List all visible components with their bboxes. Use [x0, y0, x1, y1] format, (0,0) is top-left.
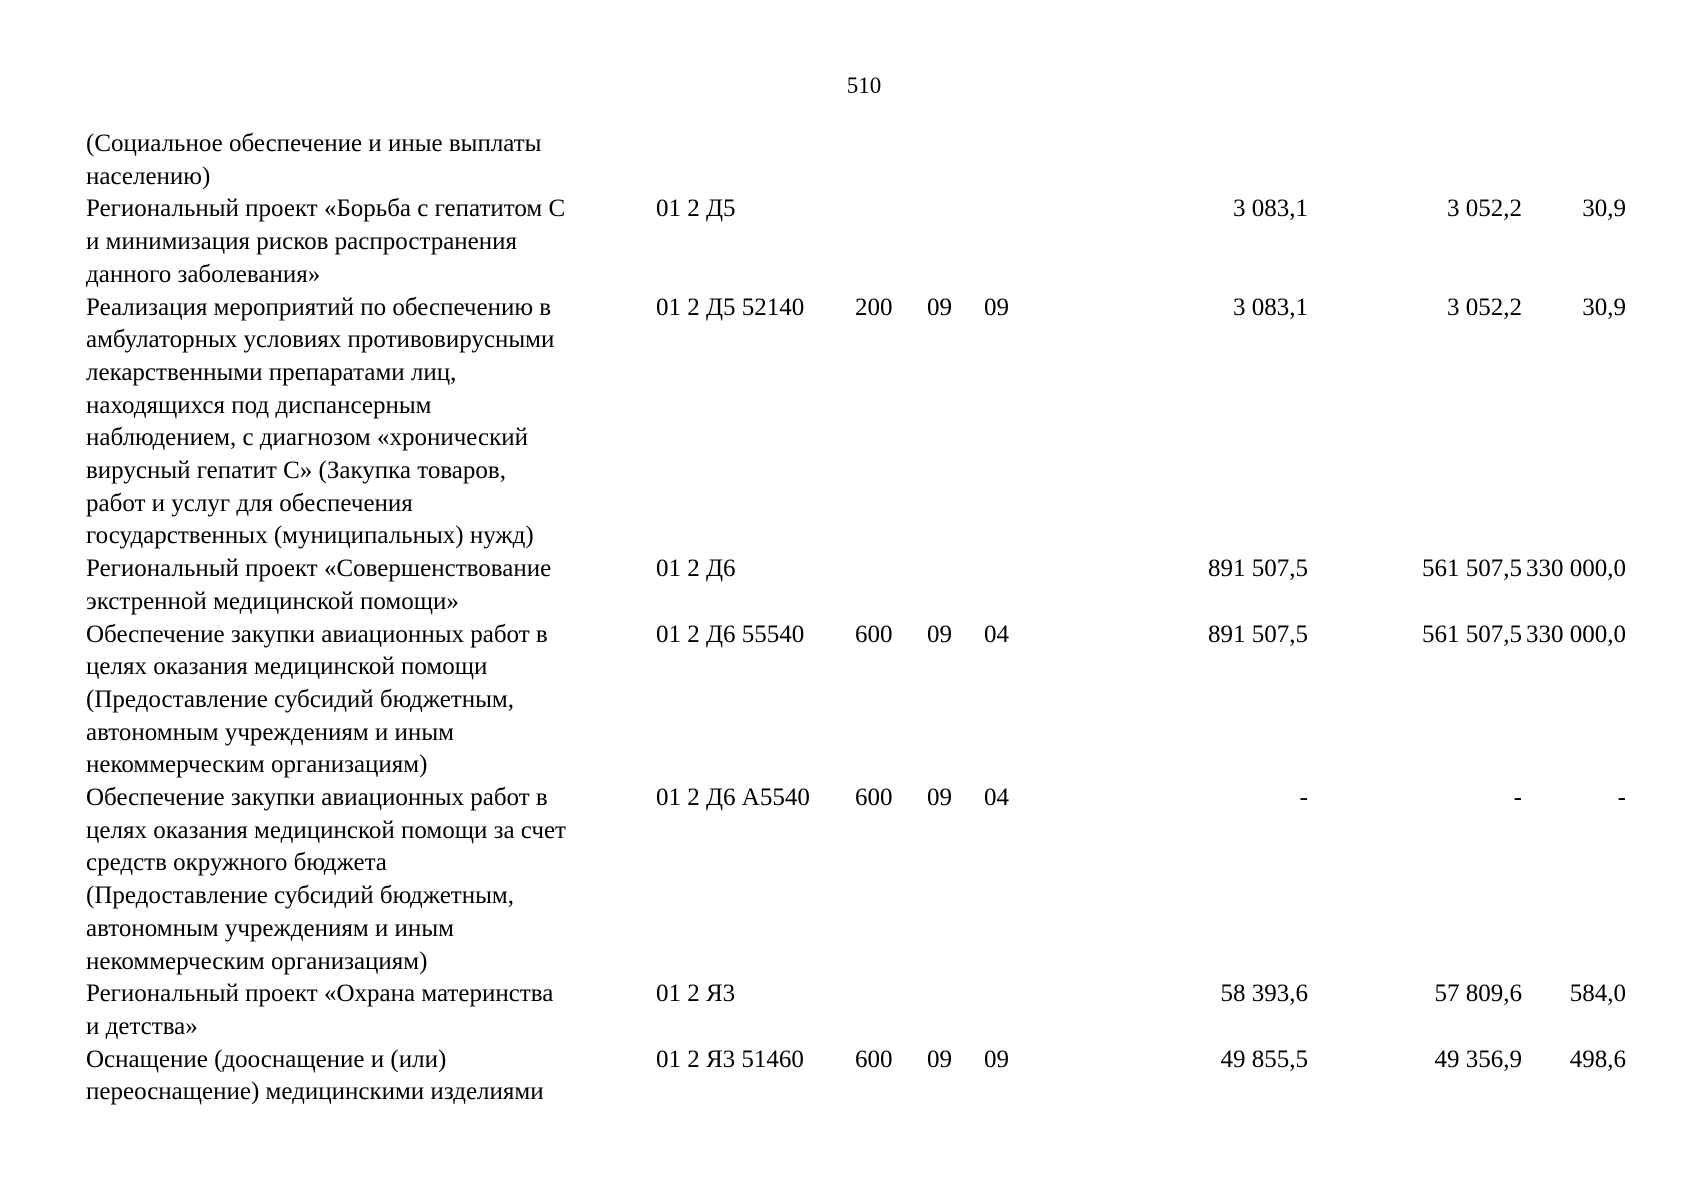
district-amount-cell: 330 000,0: [1526, 620, 1626, 648]
subsection-cell: [984, 978, 1096, 1043]
row-name-line: некоммерческим организациям): [86, 751, 428, 779]
district-amount-cell: 498,6: [1569, 1045, 1626, 1073]
row-name-line: (Предоставление субсидий бюджетным,: [86, 685, 514, 713]
expense-type-cell: [855, 553, 927, 618]
row-name-line: вирусный гепатит С» (Закупка товаров,: [86, 457, 506, 485]
subsection-cell: 09: [984, 1045, 1009, 1073]
expense-type-cell: 600: [855, 784, 893, 812]
federal-amount-cell: -: [1513, 784, 1522, 812]
row-name-line: данного заболевания»: [86, 260, 321, 288]
row-name-line: Региональный проект «Охрана материнства: [86, 980, 554, 1008]
table-row: [86, 193, 1626, 291]
section-cell: 09: [927, 784, 952, 812]
row-name-line: целях оказания медицинской помощи за счет: [86, 816, 566, 844]
row-name-line: автономным учреждениям и иным: [86, 718, 454, 746]
page-number: 510: [846, 73, 882, 98]
section-cell: [927, 193, 984, 291]
subsection-cell: [984, 553, 1096, 618]
table-row: [86, 553, 1626, 618]
target-article-code-cell: [656, 128, 855, 193]
federal-amount-cell: 3 052,2: [1447, 293, 1522, 321]
section-cell: [927, 978, 984, 1043]
row-name-line: Региональный проект «Совершенствование: [86, 555, 552, 583]
district-amount-cell: 330 000,0: [1526, 555, 1626, 583]
section-cell: 09: [927, 620, 952, 648]
row-name-cell: [86, 782, 656, 978]
table-row: [86, 292, 1626, 554]
subsection-cell: [984, 193, 1096, 291]
section-cell: [927, 128, 984, 193]
target-article-code-cell: 01 2 Я3 51460: [656, 1045, 804, 1073]
budget-table-body: [86, 128, 1626, 1109]
federal-amount-cell: 57 809,6: [1434, 980, 1522, 1008]
total-amount-cell: -: [1299, 784, 1308, 812]
federal-amount-cell: 561 507,5: [1422, 620, 1522, 648]
row-name-line: населению): [86, 162, 211, 190]
row-name-line: целях оказания медицинской помощи: [86, 653, 488, 681]
expense-type-cell: [855, 193, 927, 291]
table-row: [86, 1044, 1626, 1109]
total-amount-cell: 891 507,5: [1208, 620, 1308, 648]
subsection-cell: 04: [984, 784, 1009, 812]
row-name-line: Оснащение (дооснащение и (или): [86, 1045, 447, 1073]
row-name-line: работ и услуг для обеспечения: [86, 489, 413, 517]
row-name-line: (Социальное обеспечение и иные выплаты: [86, 130, 542, 157]
row-name-cell: [86, 193, 656, 291]
district-amount-cell: 30,9: [1582, 293, 1626, 321]
district-amount-cell: -: [1617, 784, 1626, 812]
section-cell: 09: [927, 293, 952, 321]
row-name-line: (Предоставление субсидий бюджетным,: [86, 882, 514, 910]
row-name-line: находящихся под диспансерным: [86, 391, 432, 419]
total-amount-cell: 3 083,1: [1233, 195, 1308, 223]
district-amount-cell: 584,0: [1569, 980, 1626, 1008]
row-name-line: амбулаторных условиях противовирусными: [86, 326, 555, 354]
target-article-code-cell: 01 2 Д6 55540: [656, 620, 805, 648]
row-name-line: средств окружного бюджета: [86, 849, 387, 877]
row-name-line: переоснащение) медицинскими изделиями: [86, 1078, 544, 1106]
row-name-line: Региональный проект «Борьба с гепатитом С: [86, 195, 566, 223]
expense-type-cell: 600: [855, 1045, 893, 1073]
expense-type-cell: 600: [855, 620, 893, 648]
expense-type-cell: [855, 978, 927, 1043]
district-amount-cell: 30,9: [1582, 195, 1626, 223]
table-row: [86, 128, 1626, 193]
district-amount-cell: [1522, 128, 1626, 193]
row-name-cell: [86, 1044, 656, 1109]
subsection-cell: 04: [984, 620, 1009, 648]
target-article-code-cell: 01 2 Я3: [656, 980, 736, 1008]
expense-type-cell: 200: [855, 293, 893, 321]
row-name-line: некоммерческим организациям): [86, 947, 428, 975]
row-name-line: государственных (муниципальных) нужд): [86, 522, 534, 550]
federal-amount-cell: 561 507,5: [1422, 555, 1522, 583]
target-article-code-cell: 01 2 Д6 А5540: [656, 784, 810, 812]
table-row: [86, 782, 1626, 978]
target-article-code-cell: 01 2 Д5: [656, 195, 736, 223]
subsection-cell: [984, 128, 1096, 193]
total-amount-cell: 891 507,5: [1208, 555, 1308, 583]
total-amount-cell: 49 855,5: [1220, 1045, 1308, 1073]
row-name-line: и детства»: [86, 1012, 198, 1040]
row-name-cell: [86, 128, 656, 193]
target-article-code-cell: 01 2 Д6: [656, 555, 736, 583]
table-row: [86, 978, 1626, 1043]
row-name-line: Обеспечение закупки авиационных работ в: [86, 784, 548, 812]
row-name-line: лекарственными препаратами лиц,: [86, 358, 457, 386]
row-name-line: и минимизация рисков распространения: [86, 228, 518, 256]
total-amount-cell: [1096, 128, 1308, 193]
subsection-cell: 09: [984, 293, 1009, 321]
expense-type-cell: [855, 128, 927, 193]
row-name-cell: [86, 292, 656, 554]
table-row: [86, 619, 1626, 783]
row-name-line: Обеспечение закупки авиационных работ в: [86, 620, 548, 648]
federal-amount-cell: 3 052,2: [1447, 195, 1522, 223]
row-name-cell: [86, 619, 656, 783]
total-amount-cell: 58 393,6: [1220, 980, 1308, 1008]
row-name-cell: [86, 978, 656, 1043]
row-name-line: наблюдением, с диагнозом «хронический: [86, 424, 528, 452]
total-amount-cell: 3 083,1: [1233, 293, 1308, 321]
row-name-line: автономным учреждениям и иным: [86, 914, 454, 942]
target-article-code-cell: 01 2 Д5 52140: [656, 293, 805, 321]
row-name-line: экстренной медицинской помощи»: [86, 587, 459, 615]
row-name-line: Реализация мероприятий по обеспечению в: [86, 293, 552, 321]
row-name-cell: [86, 553, 656, 618]
budget-table: [86, 128, 1626, 1109]
section-cell: [927, 553, 984, 618]
section-cell: 09: [927, 1045, 952, 1073]
federal-amount-cell: 49 356,9: [1434, 1045, 1522, 1073]
federal-amount-cell: [1308, 128, 1522, 193]
